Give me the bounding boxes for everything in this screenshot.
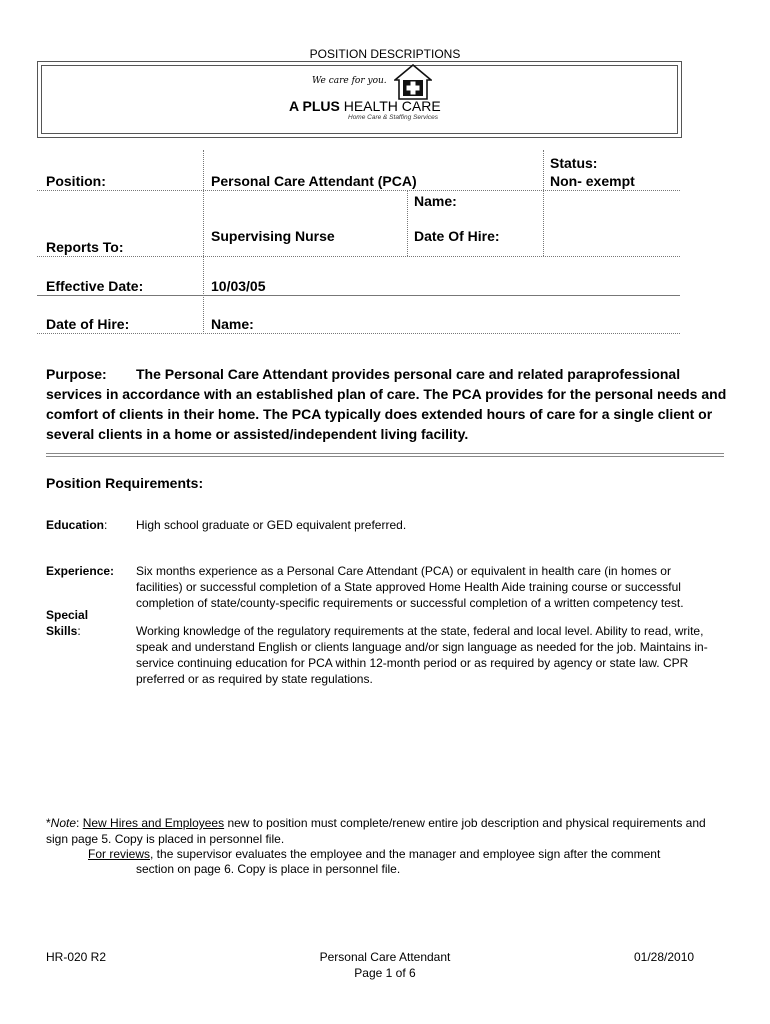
form-rule (37, 190, 680, 191)
logo-tagline: We care for you. (312, 76, 387, 86)
purpose-label: Purpose: (46, 366, 107, 382)
name-label: Name: (211, 316, 254, 332)
purpose-paragraph (46, 364, 736, 444)
purpose-text: The Personal Care Attendant provides personal care and related paraprofessional services in accordance with an established plan of care. The PCA provides for the personal needs and comfort of clients in their home. The PCA typically does extended hours of care for a single client or several clients in a home or assisted/independent living facility. (46, 366, 727, 442)
note-reviews-continued: section on page 6. Copy is place in personnel file. (136, 862, 401, 876)
date-of-hire-label: Date of Hire: (46, 316, 130, 332)
form-rule (37, 295, 680, 296)
section-rule (46, 453, 724, 454)
logo-subtitle: Home Care & Staffing Services (348, 114, 438, 121)
position-label: Position: (46, 173, 106, 189)
experience-text: Six months experience as a Personal Care Attendant (PCA) or equivalent in health care (in homes or facilities) or successful completion of a State approved Home Health Aide training course or successful completion of state/county-specific requirements or successful completion of a written competency test. (136, 564, 684, 610)
footer-doc-id: HR-020 R2 (46, 950, 107, 964)
footer-page: Page 1 of 6 (354, 966, 416, 980)
logo-brand: A PLUS HEALTH CARE (289, 98, 441, 114)
note-paragraph: *Note: New Hires and Employees new to position must complete/renew entire job description and physical requirements and sign page 5. Copy is placed in personnel file. (46, 816, 706, 846)
date-of-hire-label: Date Of Hire: (414, 228, 500, 244)
experience-label: Experience: (46, 564, 115, 578)
requirements-heading: Position Requirements: (46, 475, 204, 491)
footer-doc-name: Personal Care Attendant (319, 950, 451, 964)
house-cross-icon (394, 64, 432, 100)
special-skills-label: Special Skills: (46, 608, 89, 638)
section-rule (46, 456, 724, 457)
effective-date-value: 10/03/05 (211, 278, 266, 294)
education-text: High school graduate or GED equivalent preferred. (136, 518, 407, 532)
reports-to-value: Supervising Nurse (211, 228, 335, 244)
status-value: Non- exempt (550, 173, 635, 189)
position-value: Personal Care Attendant (PCA) (211, 173, 417, 189)
name-label: Name: (414, 193, 457, 209)
effective-date-label: Effective Date: (46, 278, 144, 294)
form-rule (37, 333, 680, 334)
reports-to-label: Reports To: (46, 239, 124, 255)
page-title: POSITION DESCRIPTIONS (309, 47, 461, 61)
form-divider (407, 190, 408, 256)
special-skills-text: Working knowledge of the regulatory requirements at the state, federal and local level. Ability to read, write, speak and understand English or clients language and/or sign language as needed for the job. Maintains in-service continuing education for PCA within 12-month period or as required by agency or state law. CPR preferred or as required by state regulations. (136, 624, 708, 686)
note-reviews: For reviews, the supervisor evaluates the employee and the manager and employee sign after the comment (88, 847, 661, 861)
status-label: Status: (550, 155, 598, 171)
form-divider (203, 150, 204, 256)
footer-date: 01/28/2010 (634, 950, 695, 964)
form-divider (543, 150, 544, 256)
form-rule (37, 256, 680, 257)
education-label: Education: (46, 518, 108, 532)
